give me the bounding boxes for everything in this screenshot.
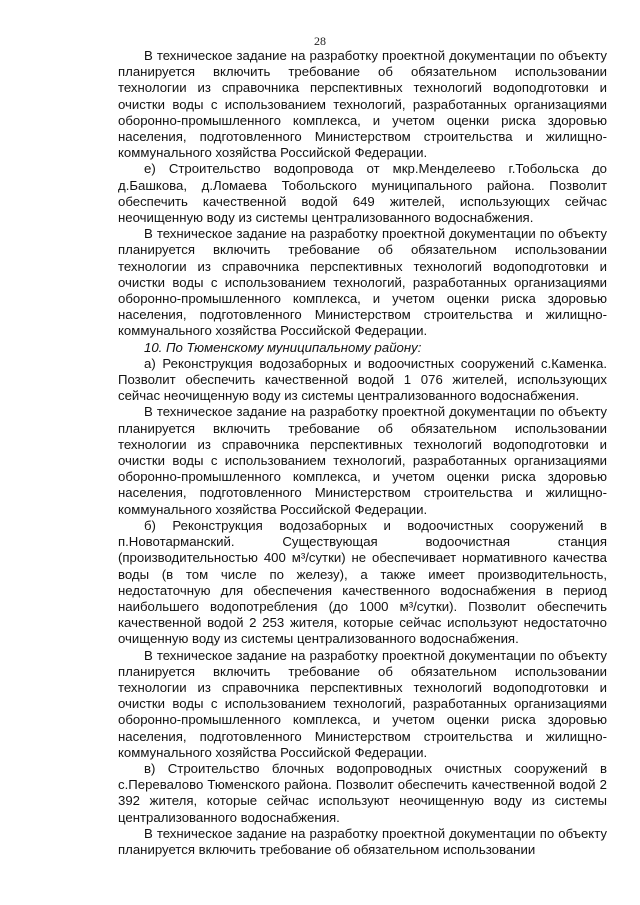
paragraph-tz-4: В техническое задание на разработку проектной документации по объекту планируется включить требование об обязательном использовании технологии из справочника перспективных технологий водоподготовки и очистки воды с использованием технологий, разработанных организациями оборонно-промышленного комплекса, и учетом оценки риска здоровью населения, подготовленного Министерством строительства и жилищно-коммунального хозяйства Российской Федерации. <box>118 647 607 760</box>
paragraph-tz-1: В техническое задание на разработку проектной документации по объекту планируется включить требование об обязательном использовании технологии из справочника перспективных технологий водоподготовки и очистки воды с использованием технологий, разработанных организациями оборонно-промышленного комплекса, и учетом оценки риска здоровью населения, подготовленного Министерством строительства и жилищно-коммунального хозяйства Российской Федерации. <box>118 48 607 161</box>
page-number: 28 <box>314 34 326 48</box>
document-body <box>118 48 607 858</box>
paragraph-tz-2: В техническое задание на разработку проектной документации по объекту планируется включить требование об обязательном использовании технологии из справочника перспективных технологий водоподготовки и очистки воды с использованием технологий, разработанных организациями оборонно-промышленного комплекса, и учетом оценки риска здоровью населения, подготовленного Министерством строительства и жилищно-коммунального хозяйства Российской Федерации. <box>118 226 607 339</box>
paragraph-item-a: а) Реконструкция водозаборных и водоочистных сооружений с.Каменка. Позволит обеспечить качественной водой 1 076 жителей, использующих сейчас неочищенную воду из системы централизованного водоснабжения. <box>118 355 607 404</box>
paragraph-tz-5: В техническое задание на разработку проектной документации по объекту планируется включить требование об обязательном использовании <box>118 825 607 857</box>
paragraph-tz-3: В техническое задание на разработку проектной документации по объекту планируется включить требование об обязательном использовании технологии из справочника перспективных технологий водоподготовки и очистки воды с использованием технологий, разработанных организациями оборонно-промышленного комплекса, и учетом оценки риска здоровью населения, подготовленного Министерством строительства и жилищно-коммунального хозяйства Российской Федерации. <box>118 404 607 517</box>
section-heading-tyumen: 10. По Тюменскому муниципальному району: <box>144 339 422 355</box>
paragraph-item-v: в) Строительство блочных водопроводных очистных сооружений в с.Перевалово Тюменского района. Позволит обеспечить качественной водой 2 392 жителя, которые сейчас используют неочищенную воду из системы централизованного водоснабжения. <box>118 760 607 825</box>
paragraph-item-e: е) Строительство водопровода от мкр.Менделеево г.Тобольска до д.Башкова, д.Ломаева Тобольского муниципального района. Позволит обеспечить качественной водой 649 жителей, использующих сейчас неочищенную воду из системы централизованного водоснабжения. <box>118 161 607 226</box>
paragraph-item-b: б) Реконструкция водозаборных и водоочистных сооружений в п.Новотарманский. Существующая водоочистная станция (производительностью 400 м³/сутки) не обеспечивает нормативного качества воды (в том числе по железу), а также имеет производительность, недостаточную для обеспечения качественного водоснабжения в период наибольшего водопотребления (до 1000 м³/сутки). Позволит обеспечить качественной водой 2 253 жителя, которые сейчас используют недостаточно очищенную воду из системы централизованного водоснабжения. <box>118 517 607 647</box>
